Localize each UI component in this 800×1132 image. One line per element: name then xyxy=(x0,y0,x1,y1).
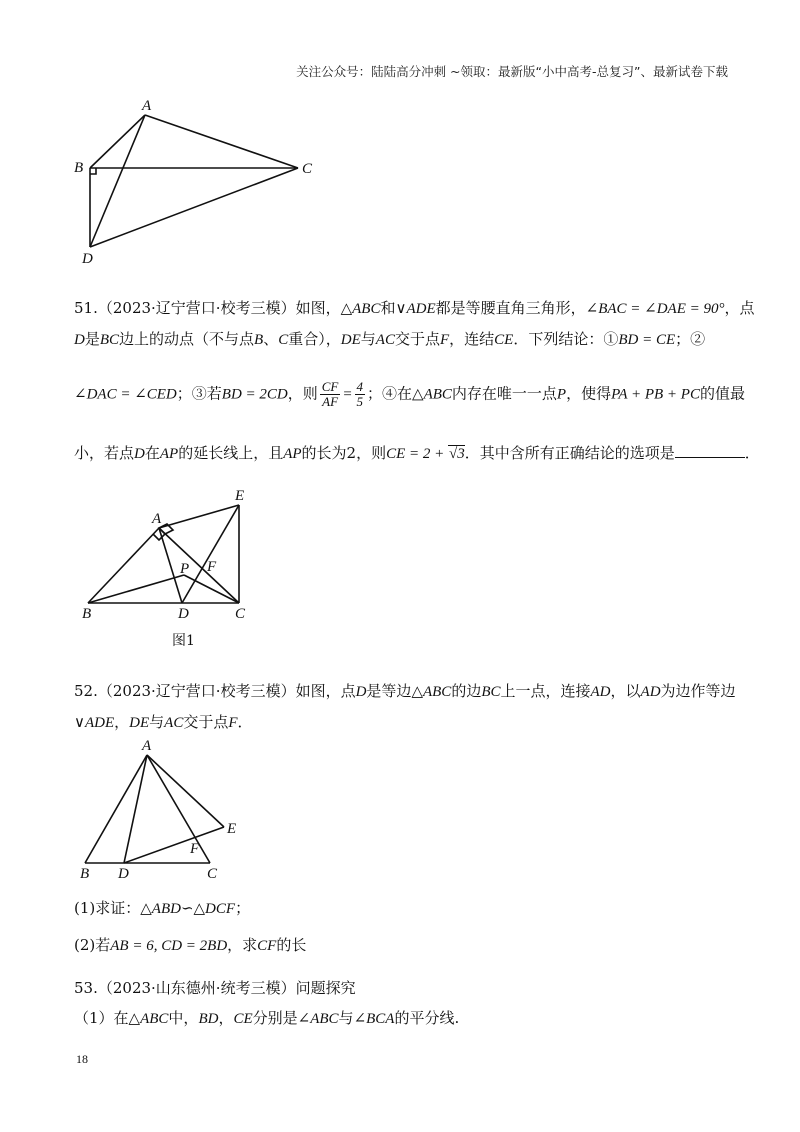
label-a: A xyxy=(142,98,152,114)
right-angle-mark xyxy=(90,168,96,174)
q52-line-1: 52.（2023·辽宁营口·校考三模）如图，点D是等边△ABC的边BC上一点，连接AD，以AD为边作等边 xyxy=(74,682,736,700)
label-d: D xyxy=(118,866,129,882)
page-header: 关注公众号：陆陆高分冲刺 ~领取：最新版“小中高考-总复习”、最新试卷下载 xyxy=(296,64,728,79)
q53-line-1: 53.（2023·山东德州·统考三模）问题探究 xyxy=(74,979,356,997)
figure-equilateral-triangles xyxy=(80,735,250,885)
figure-quadrilateral-svg xyxy=(70,95,330,270)
page-number: 18 xyxy=(76,1052,88,1066)
figure-equilateral-svg xyxy=(80,735,250,885)
segment-ac xyxy=(147,755,210,863)
q52-part-1: (1)求证：△ABD∽△DCF； xyxy=(74,899,251,917)
label-f: F xyxy=(190,841,200,857)
figure-caption: 图1 xyxy=(172,633,195,649)
label-e: E xyxy=(235,488,245,504)
label-p: P xyxy=(180,561,190,577)
label-a: A xyxy=(152,511,162,527)
q51-line-4: 小，若点D在AP的延长线上，且AP的长为2，则CE = 2 + √3．其中含所有正确结论的选项是 ． xyxy=(74,444,760,462)
segment-pc xyxy=(184,575,239,603)
segment-ad xyxy=(124,755,147,863)
segment-ab xyxy=(88,528,159,603)
fraction-cf-af: $\frac{CF}{AF}$ xyxy=(321,379,339,409)
segment-ad xyxy=(90,115,145,247)
label-d: D xyxy=(178,606,189,622)
q51-line-3: ∠DAC = ∠CED；③若BD = 2CD，则 $\frac{CF}{AF}$ = $\frac{4}{5}$ ；④在△ABC内存在唯一一点P，使得PA + PB + PC的值最 xyxy=(74,379,745,409)
segment-ac xyxy=(145,115,298,168)
label-c: C xyxy=(207,866,218,882)
figure-isosceles-right-triangles xyxy=(80,488,270,628)
label-b: B xyxy=(80,866,90,882)
segment-de xyxy=(124,827,224,863)
figure-quadrilateral-abcd xyxy=(70,95,330,270)
segment-ab xyxy=(90,115,145,168)
q53-line-2: （1）在△ABC中，BD，CE分别是∠ABC与∠BCA的平分线. xyxy=(74,1009,460,1027)
q51-line-1: 51.（2023·辽宁营口·校考三模）如图，△ABC和∨ADE都是等腰直角三角形，∠BAC = ∠DAE = 90°，点 xyxy=(74,299,755,317)
label-a: A xyxy=(142,738,152,754)
label-b: B xyxy=(74,160,84,176)
q52-line-2: ∨ADE，DE与AC交于点F． xyxy=(74,713,253,731)
segment-ab xyxy=(85,755,147,863)
figure-isosceles-svg xyxy=(80,488,270,628)
segment-bp xyxy=(88,575,184,603)
answer-blank xyxy=(675,443,745,458)
label-f: F xyxy=(207,559,217,575)
q51-line-2: D是BC边上的动点（不与点B、C重合），DE与AC交于点F，连结CE．下列结论：①BD = CE；② xyxy=(74,330,706,348)
label-d: D xyxy=(82,251,93,267)
q52-part-2: (2)若AB = 6, CD = 2BD，求CF的长 xyxy=(74,936,307,954)
fraction-4-5: $\frac{4}{5}$ xyxy=(356,379,364,409)
label-c: C xyxy=(235,606,246,622)
label-c: C xyxy=(302,161,313,177)
segment-dc xyxy=(90,168,298,247)
label-e: E xyxy=(227,821,237,837)
segment-ae xyxy=(147,755,224,827)
label-b: B xyxy=(82,606,92,622)
